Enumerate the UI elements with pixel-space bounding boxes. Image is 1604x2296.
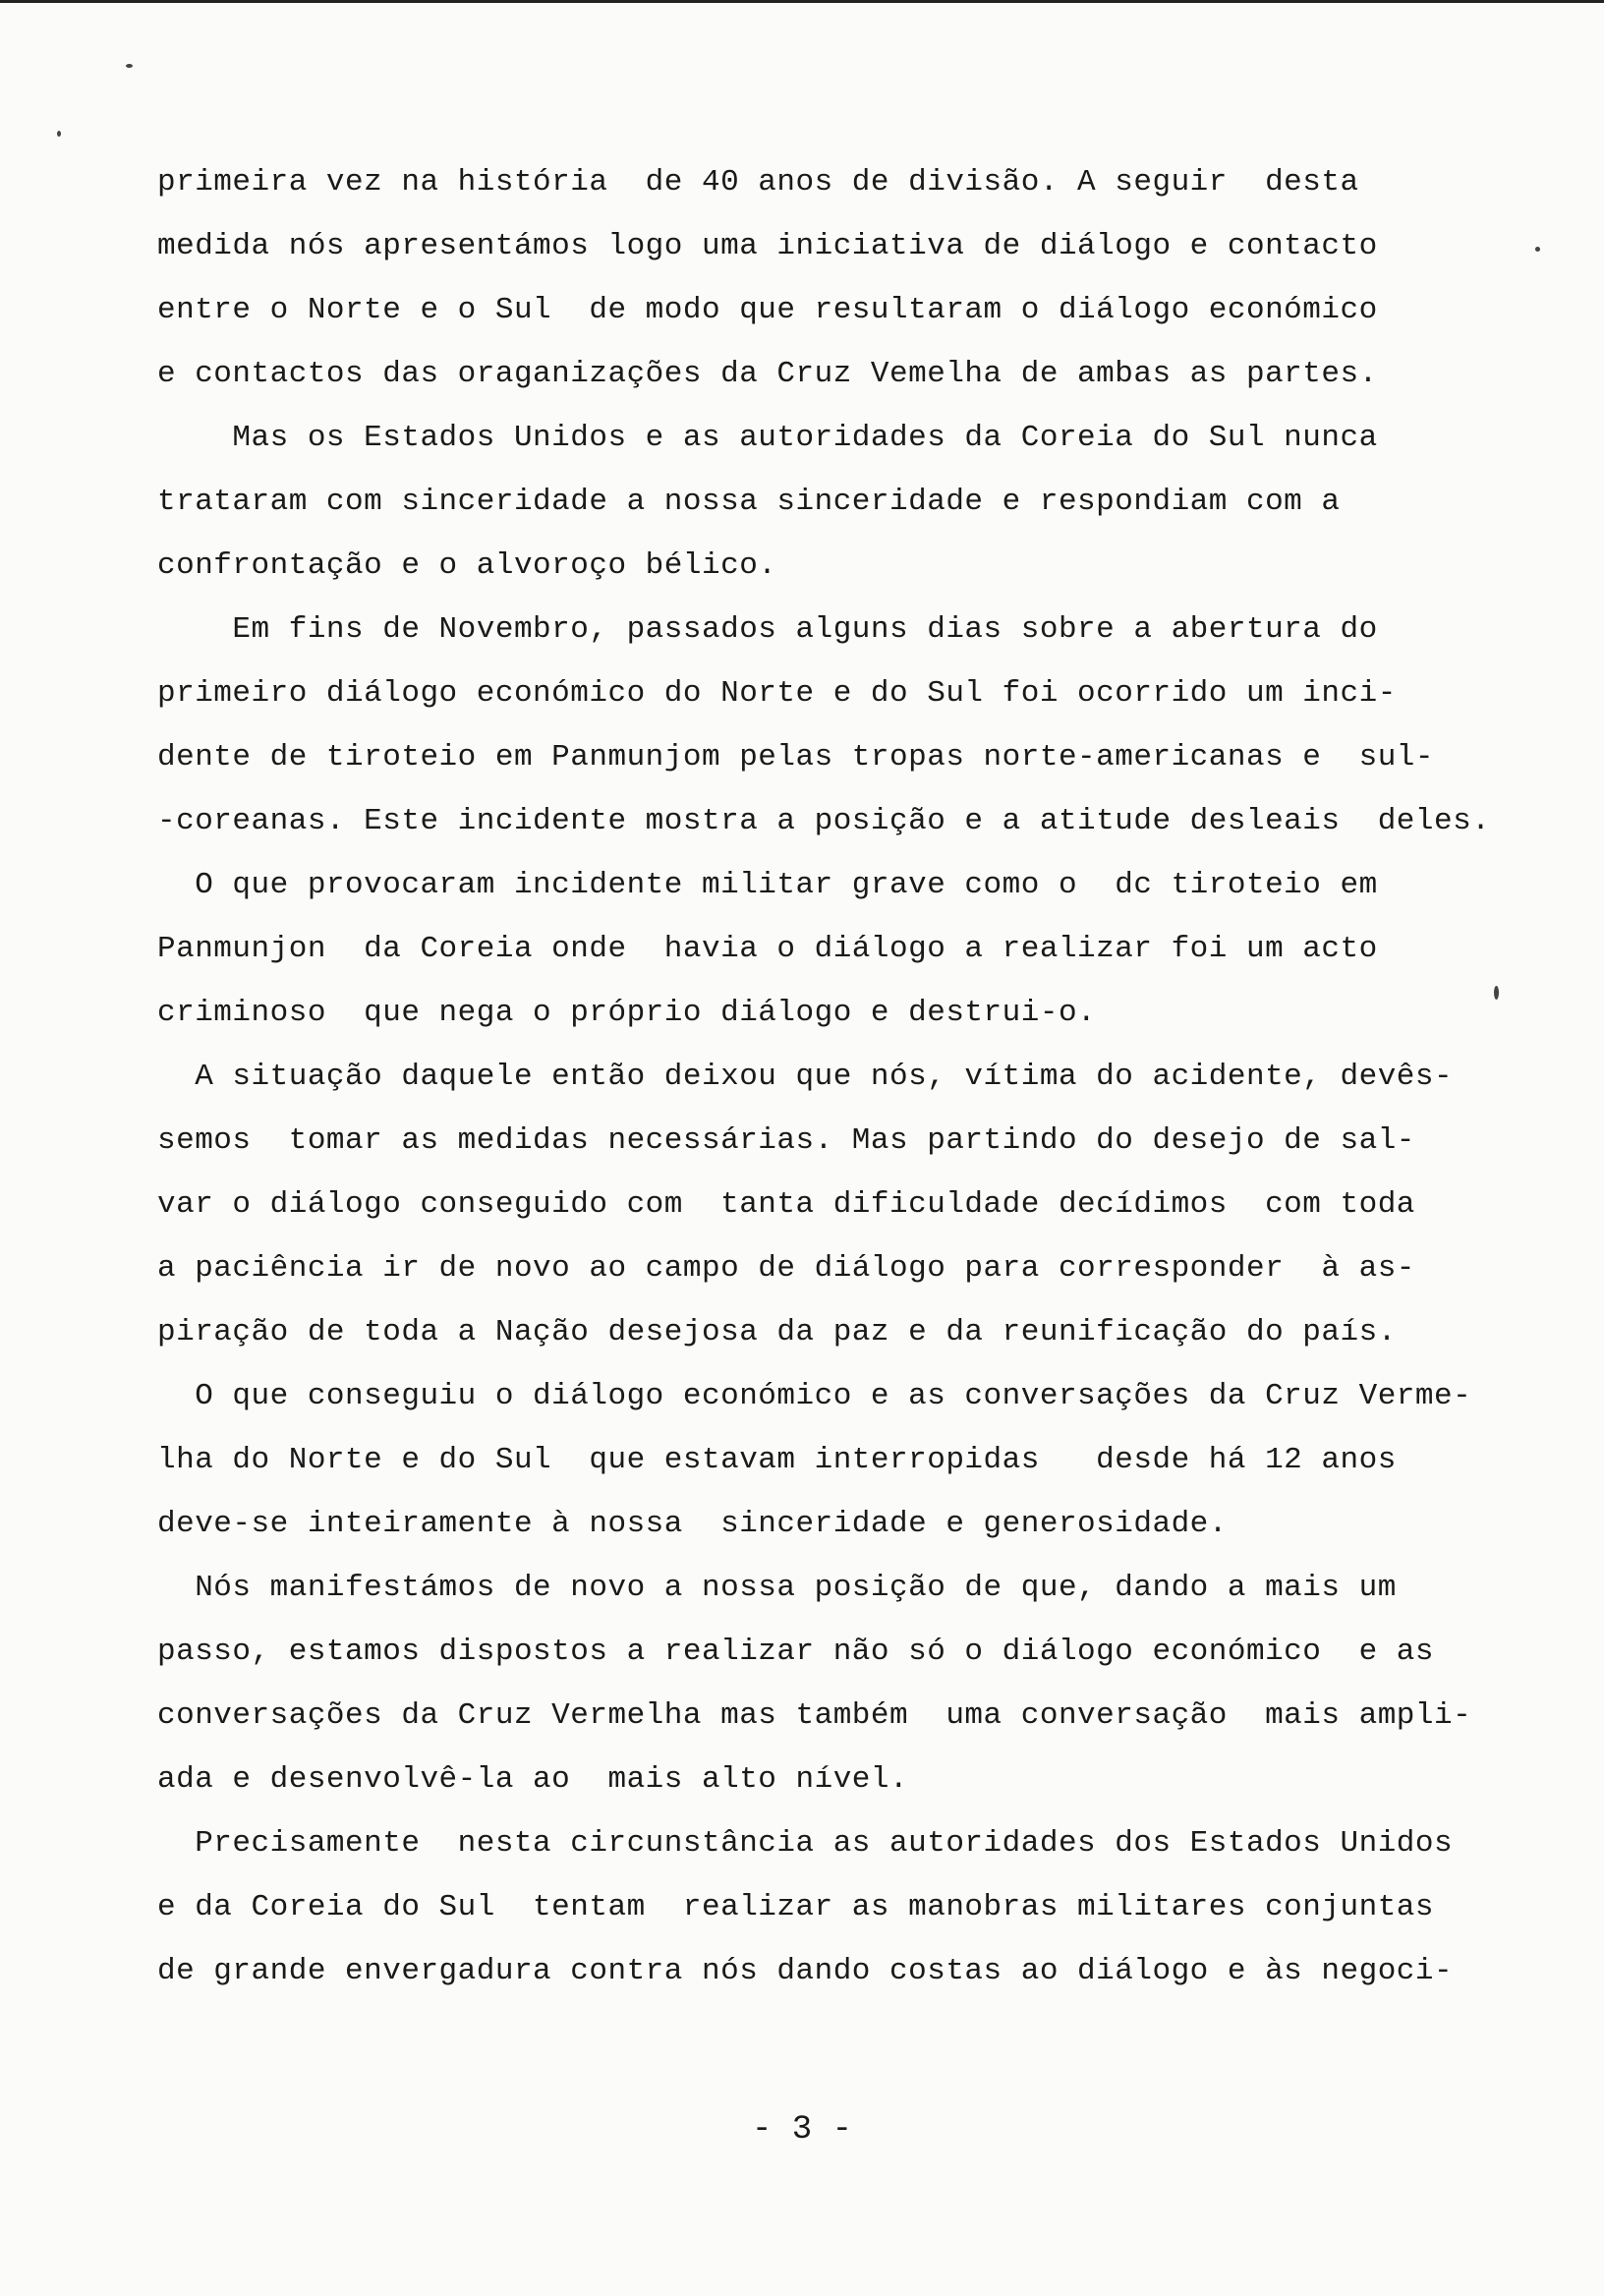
scan-speck [57,131,61,137]
text-line: -coreanas. Este incidente mostra a posição e a atitude desleais deles. [157,804,1491,838]
text-line: e contactos das oraganizações da Cruz Vemelha de ambas as partes. [157,357,1378,391]
text-line: e da Coreia do Sul tentam realizar as manobras militares conjuntas [157,1890,1435,1924]
text-line: semos tomar as medidas necessárias. Mas partindo do desejo de sal- [157,1123,1415,1158]
text-line: Nós manifestámos de novo a nossa posição de que, dando a mais um [157,1571,1397,1605]
text-line: entre o Norte e o Sul de modo que resultaram o diálogo económico [157,293,1378,327]
text-line: ada e desenvolvê-la ao mais alto nível. [157,1762,909,1797]
text-line: primeira vez na história de 40 anos de divisão. A seguir desta [157,165,1359,200]
text-line: A situação daquele então deixou que nós, vítima do acidente, devês- [157,1060,1454,1094]
text-line: trataram com sinceridade a nossa sinceridade e respondiam com a [157,485,1341,519]
text-line: de grande envergadura contra nós dando costas ao diálogo e às negoci- [157,1954,1454,1988]
text-line: O que conseguiu o diálogo económico e as conversações da Cruz Verme- [157,1379,1472,1413]
text-line: conversações da Cruz Vermelha mas também uma conversação mais ampli- [157,1698,1472,1733]
text-line: confrontação e o alvoroço bélico. [157,548,777,583]
text-line: Mas os Estados Unidos e as autoridades da Coreia do Sul nunca [157,421,1378,455]
text-line: Precisamente nesta circunstância as autoridades dos Estados Unidos [157,1826,1454,1861]
text-line: deve-se inteiramente à nossa sinceridade e generosidade. [157,1507,1228,1541]
text-line: piração de toda a Nação desejosa da paz e da reunificação do país. [157,1315,1397,1349]
text-line: medida nós apresentámos logo uma iniciativa de diálogo e contacto [157,229,1378,263]
text-line: O que provocaram incidente militar grave como o dc tiroteio em [157,868,1378,902]
text-line: Em fins de Novembro, passados alguns dias sobre a abertura do [157,612,1378,647]
text-line: a paciência ir de novo ao campo de diálogo para corresponder à as- [157,1251,1415,1286]
text-line: dente de tiroteio em Panmunjom pelas tropas norte-americanas e sul- [157,740,1435,775]
text-line: lha do Norte e do Sul que estavam interropidas desde há 12 anos [157,1443,1397,1477]
typewritten-text [157,150,1553,2003]
page-number: - 3 - [751,2111,853,2149]
text-line: var o diálogo conseguido com tanta dificuldade decídimos com toda [157,1187,1415,1222]
text-line: passo, estamos dispostos a realizar não só o diálogo económico e as [157,1635,1435,1669]
text-line: primeiro diálogo económico do Norte e do Sul foi ocorrido um inci- [157,676,1397,711]
text-line: Panmunjon da Coreia onde havia o diálogo a realizar foi um acto [157,932,1378,966]
scan-speck [126,64,133,68]
text-line: criminoso que nega o próprio diálogo e destrui-o. [157,996,1097,1030]
